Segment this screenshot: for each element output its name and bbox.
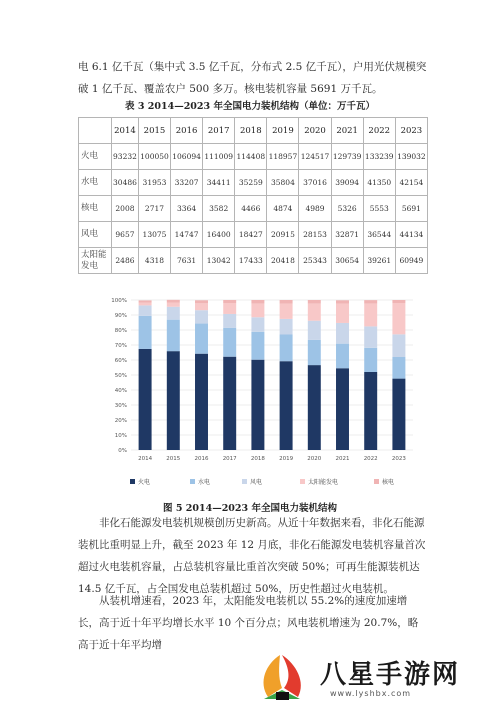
table-row-label: 火电 xyxy=(79,144,112,170)
y-tick-label: 100% xyxy=(111,298,127,304)
table-header-row xyxy=(79,118,428,144)
bar-segment xyxy=(251,332,264,360)
bar-segment xyxy=(251,303,264,317)
table-cell: 36544 xyxy=(363,222,395,248)
bar-segment xyxy=(139,303,152,306)
table-cell: 133239 xyxy=(363,144,395,170)
table-row-label: 水电 xyxy=(79,170,112,196)
table-cell: 2486 xyxy=(112,248,139,274)
table-cell: 4318 xyxy=(138,248,170,274)
legend-label: 风电 xyxy=(250,479,263,486)
table-cell: 60949 xyxy=(395,248,427,274)
legend-swatch xyxy=(374,479,379,484)
watermark-logo-icon xyxy=(252,652,314,702)
table-caption: 表 3 2014—2023 年全国电力装机结构（单位：万千瓦） xyxy=(125,101,375,112)
table-cell: 3582 xyxy=(203,196,235,222)
bar-segment xyxy=(195,324,208,354)
legend-label: 太阳能发电 xyxy=(308,479,339,486)
bar-segment xyxy=(167,303,180,307)
bar-segment xyxy=(308,340,321,365)
table-cell: 4989 xyxy=(299,196,331,222)
x-tick-label: 2015 xyxy=(166,456,181,462)
bar-segment xyxy=(308,321,321,340)
table-cell: 20915 xyxy=(267,222,299,248)
paragraph-intro: 电 6.1 亿千瓦（集中式 3.5 亿千瓦，分布式 2.5 亿千瓦），户用光伏规模突破 1 亿千瓦、覆盖农户 500 多万。核电装机容量 5691 万千瓦。 xyxy=(78,61,427,95)
bar-segment xyxy=(251,360,264,450)
table-cell: 28153 xyxy=(299,222,331,248)
bar-segment xyxy=(139,349,152,450)
bar-segment xyxy=(223,357,236,450)
y-tick-label: 90% xyxy=(114,313,127,319)
stacked-bar-chart xyxy=(95,290,425,495)
bar-segment xyxy=(280,304,293,319)
table-cell: 9657 xyxy=(112,222,139,248)
x-tick-label: 2014 xyxy=(138,456,153,462)
y-tick-label: 30% xyxy=(114,403,127,409)
bar-segment xyxy=(139,300,152,302)
watermark-url: www.lyshbx.com xyxy=(330,689,412,698)
bar-segment xyxy=(223,314,236,328)
chart-legend xyxy=(130,477,420,489)
table-cell: 35804 xyxy=(267,170,299,196)
table-cell: 20418 xyxy=(267,248,299,274)
bar-segment xyxy=(195,300,208,303)
chart-svg xyxy=(95,290,425,475)
table-cell: 30654 xyxy=(331,248,363,274)
bar-segment xyxy=(364,372,377,450)
y-tick-label: 20% xyxy=(114,418,127,424)
table-year-header: 2019 xyxy=(267,118,299,144)
bar-segment xyxy=(167,351,180,450)
legend-entry xyxy=(190,477,210,486)
bar-segment xyxy=(280,300,293,304)
bar-segment xyxy=(392,300,405,303)
x-tick-label: 2019 xyxy=(279,456,294,462)
table-cell: 44134 xyxy=(395,222,427,248)
table-cell: 42154 xyxy=(395,170,427,196)
legend-entry xyxy=(242,477,262,486)
watermark-text: 八星手游网 xyxy=(320,660,461,690)
table-year-header: 2023 xyxy=(395,118,427,144)
bar-segment xyxy=(336,323,349,344)
table-cell: 7631 xyxy=(171,248,203,274)
bar-segment xyxy=(392,303,405,334)
bar-segment xyxy=(195,354,208,450)
bar-segment xyxy=(364,326,377,347)
legend-swatch xyxy=(242,479,247,484)
paragraph-growth: 从装机增速看，2023 年，太阳能发电装机以 55.2%的速度加速增长，高于近十年平均增长水平 10 个百分点；风电装机增速为 20.7%，略高于近十年平均增 xyxy=(78,595,419,651)
y-tick-label: 80% xyxy=(114,328,127,334)
bar-segment xyxy=(364,303,377,326)
table-cell: 41350 xyxy=(363,170,395,196)
table-cell: 5553 xyxy=(363,196,395,222)
legend-swatch xyxy=(300,479,305,484)
table-cell: 30486 xyxy=(112,170,139,196)
bar-segment xyxy=(251,300,264,303)
bar-segment xyxy=(336,344,349,369)
table-cell: 111009 xyxy=(203,144,235,170)
table-year-header: 2016 xyxy=(171,118,203,144)
bar-segment xyxy=(336,304,349,323)
bar-segment xyxy=(336,368,349,450)
table-year-header: 2021 xyxy=(331,118,363,144)
x-tick-label: 2021 xyxy=(335,456,350,462)
bar-segment xyxy=(392,379,405,450)
table-cell: 2008 xyxy=(112,196,139,222)
bar-segment xyxy=(364,300,377,303)
table-cell: 13075 xyxy=(138,222,170,248)
bar-segment xyxy=(280,335,293,362)
table-cell: 4874 xyxy=(267,196,299,222)
bar-segment xyxy=(195,303,208,310)
y-tick-label: 50% xyxy=(114,373,127,379)
installed-capacity-table xyxy=(78,117,428,274)
legend-entry xyxy=(130,477,150,486)
table-row-label: 核电 xyxy=(79,196,112,222)
table-row-label: 风电 xyxy=(79,222,112,248)
bar-segment xyxy=(139,316,152,349)
table-row xyxy=(79,248,428,274)
table-cell: 25343 xyxy=(299,248,331,274)
bar-segment xyxy=(392,334,405,357)
bar-segment xyxy=(392,357,405,379)
table-row xyxy=(79,222,428,248)
bar-segment xyxy=(308,300,321,303)
x-tick-label: 2022 xyxy=(363,456,378,462)
table-cell: 118957 xyxy=(267,144,299,170)
table-cell: 124517 xyxy=(299,144,331,170)
bar-segment xyxy=(139,305,152,316)
table-cell: 35259 xyxy=(235,170,267,196)
table-cell: 100050 xyxy=(138,144,170,170)
bar-segment xyxy=(223,300,236,303)
table-cell: 31953 xyxy=(138,170,170,196)
figure-caption: 图 5 2014—2023 年全国电力装机结构 xyxy=(163,503,337,514)
bar-segment xyxy=(223,328,236,357)
bar-segment xyxy=(195,310,208,323)
legend-swatch xyxy=(190,479,195,484)
table-cell: 18427 xyxy=(235,222,267,248)
bar-segment xyxy=(280,361,293,450)
y-tick-label: 60% xyxy=(114,358,127,364)
table-cell: 139032 xyxy=(395,144,427,170)
table-cell: 13042 xyxy=(203,248,235,274)
table-year-header: 2014 xyxy=(112,118,139,144)
bar-segment xyxy=(364,348,377,372)
x-tick-label: 2020 xyxy=(307,456,322,462)
table-year-header: 2022 xyxy=(363,118,395,144)
x-tick-label: 2023 xyxy=(391,456,406,462)
table-cell: 2717 xyxy=(138,196,170,222)
table-row xyxy=(79,144,428,170)
table-corner-cell xyxy=(79,118,112,144)
table-cell: 37016 xyxy=(299,170,331,196)
table-cell: 106094 xyxy=(171,144,203,170)
table-row-label: 太阳能发电 xyxy=(79,248,112,274)
bar-segment xyxy=(251,317,264,332)
table-cell: 129739 xyxy=(331,144,363,170)
table-cell: 14747 xyxy=(171,222,203,248)
site-watermark xyxy=(252,652,482,702)
bar-segment xyxy=(280,319,293,335)
table-year-header: 2020 xyxy=(299,118,331,144)
table-year-header: 2015 xyxy=(138,118,170,144)
bar-segment xyxy=(223,303,236,314)
table-cell: 93232 xyxy=(112,144,139,170)
bar-segment xyxy=(336,300,349,303)
table-row xyxy=(79,170,428,196)
bar-segment xyxy=(167,300,180,303)
x-tick-label: 2017 xyxy=(222,456,237,462)
legend-label: 火电 xyxy=(138,479,151,486)
table-row xyxy=(79,196,428,222)
legend-label: 水电 xyxy=(198,479,211,486)
y-tick-label: 10% xyxy=(114,433,127,439)
paragraph-nonfossil: 非化石能源发电装机规模创历史新高。从近十年数据来看，非化石能源装机比重明显上升，截至 2023 年 12 月底，非化石能源发电装机容量首次超过火电装机容量，占总装机容量比重首次突破 50%；可再生能源装机达 14.5 亿千瓦，占全国发电总装机超过 50%，历史性超过火电装机。 xyxy=(78,517,426,595)
table-year-header: 2017 xyxy=(203,118,235,144)
x-tick-label: 2018 xyxy=(250,456,265,462)
table-cell: 33207 xyxy=(171,170,203,196)
table-cell: 114408 xyxy=(235,144,267,170)
x-tick-label: 2016 xyxy=(194,456,209,462)
table-cell: 16400 xyxy=(203,222,235,248)
table-cell: 34411 xyxy=(203,170,235,196)
y-tick-label: 0% xyxy=(118,448,127,454)
legend-entry xyxy=(300,477,338,486)
legend-entry xyxy=(374,477,394,486)
bar-segment xyxy=(167,307,180,320)
table-cell: 17433 xyxy=(235,248,267,274)
table-year-header: 2018 xyxy=(235,118,267,144)
table-cell: 5326 xyxy=(331,196,363,222)
bar-segment xyxy=(308,365,321,450)
legend-swatch xyxy=(130,479,135,484)
y-tick-label: 70% xyxy=(114,343,127,349)
table-cell: 4466 xyxy=(235,196,267,222)
table-cell: 39094 xyxy=(331,170,363,196)
bar-segment xyxy=(308,303,321,320)
table-cell: 3364 xyxy=(171,196,203,222)
table-cell: 39261 xyxy=(363,248,395,274)
table-cell: 32871 xyxy=(331,222,363,248)
bar-segment xyxy=(167,320,180,352)
legend-label: 核电 xyxy=(382,479,395,486)
table-cell: 5691 xyxy=(395,196,427,222)
y-tick-label: 40% xyxy=(114,388,127,394)
